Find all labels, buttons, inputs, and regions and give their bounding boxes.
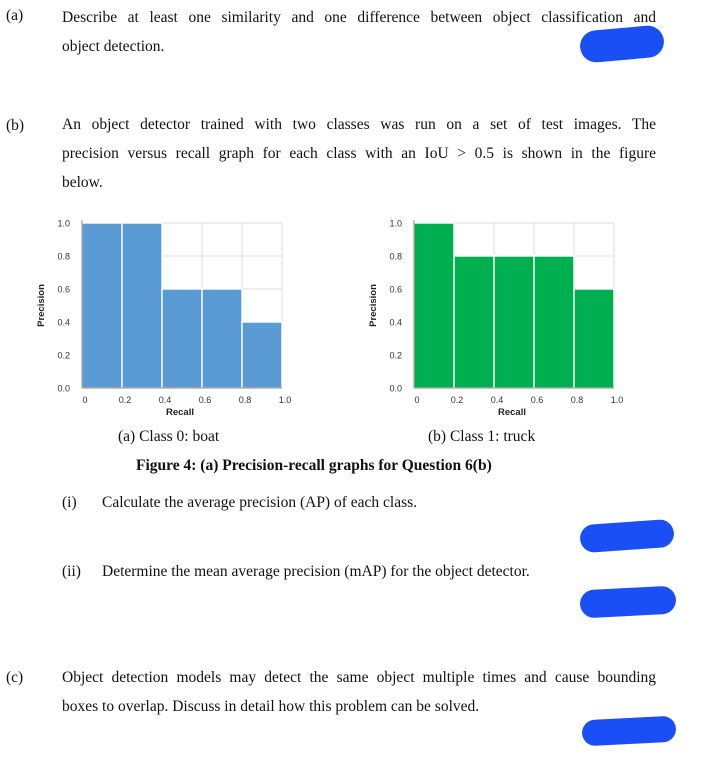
x-tick-label: 0.2 <box>118 395 132 405</box>
y-tick-label: 0.6 <box>57 284 70 295</box>
question-b-line1: An object detector trained with two classes was run on a set of test images. The <box>62 116 656 133</box>
x-tick-label: 0 <box>414 395 420 405</box>
x-tick-label: 0.2 <box>450 395 464 405</box>
y-tick-label: 0.8 <box>389 251 402 262</box>
question-b-line2: precision versus recall graph for each class with an IoU > 0.5 is shown in the figure <box>62 145 656 162</box>
x-tick-label: 0.6 <box>198 395 212 405</box>
question-a-line2: object detection. <box>62 38 165 55</box>
x-tick-label: 0.8 <box>238 395 252 405</box>
truck-pr-chart <box>362 205 632 425</box>
pr-bar <box>414 223 454 388</box>
question-a-line1: Describe at least one similarity and one difference between object classification and <box>62 9 656 26</box>
pr-bar <box>202 289 242 388</box>
pr-bar <box>494 256 534 388</box>
subquestion-i-label: (i) <box>62 494 77 511</box>
y-tick-label: 0.4 <box>389 317 402 328</box>
x-axis-label: Recall <box>166 407 194 418</box>
redaction-mark <box>579 586 676 619</box>
y-tick-label: 1.0 <box>389 218 402 229</box>
pr-bar <box>574 289 614 388</box>
question-c-label: (c) <box>6 669 24 686</box>
x-tick-label: 0.6 <box>530 395 544 405</box>
boat-pr-chart <box>30 205 300 425</box>
question-a-label: (a) <box>6 7 24 24</box>
figure-title: Figure 4: (a) Precision-recall graphs for Question 6(b) <box>136 457 492 474</box>
pr-bar <box>162 289 202 388</box>
y-tick-label: 0.2 <box>57 350 70 361</box>
y-tick-label: 0.0 <box>389 383 402 394</box>
x-tick-label: 0.4 <box>490 395 504 405</box>
redaction-mark <box>579 24 665 63</box>
y-axis-label: Precision <box>36 284 47 327</box>
x-tick-label: 0.4 <box>158 395 172 405</box>
redaction-mark <box>579 519 675 553</box>
x-axis-label: Recall <box>498 407 526 418</box>
y-tick-label: 0.6 <box>389 284 402 295</box>
question-c-line2: boxes to overlap. Discuss in detail how this problem can be solved. <box>62 698 480 715</box>
x-tick-label: 1.0 <box>610 395 624 405</box>
y-tick-label: 0.0 <box>57 383 70 394</box>
question-c-line1: Object detection models may detect the same object multiple times and cause bounding <box>62 669 656 686</box>
subquestion-i-text: Calculate the average precision (AP) of each class. <box>102 494 418 511</box>
subquestion-ii-text: Determine the mean average precision (mAP) for the object detector. <box>102 563 530 580</box>
x-tick-label: 0 <box>82 395 88 405</box>
pr-bar <box>454 256 494 388</box>
pr-bar <box>534 256 574 388</box>
y-axis-label: Precision <box>368 284 379 327</box>
question-b-label: (b) <box>6 117 25 134</box>
pr-bar <box>242 322 282 388</box>
x-tick-label: 1.0 <box>278 395 292 405</box>
caption-truck: (b) Class 1: truck <box>428 428 536 445</box>
redaction-mark <box>581 716 676 747</box>
caption-boat: (a) Class 0: boat <box>118 428 220 445</box>
y-tick-label: 0.8 <box>57 251 70 262</box>
pr-bar <box>122 223 162 388</box>
y-tick-label: 1.0 <box>57 218 70 229</box>
pr-bar <box>82 223 122 388</box>
y-tick-label: 0.4 <box>57 317 70 328</box>
question-b-line3: below. <box>62 174 103 191</box>
subquestion-ii-label: (ii) <box>62 563 81 580</box>
x-tick-label: 0.8 <box>570 395 584 405</box>
y-tick-label: 0.2 <box>389 350 402 361</box>
